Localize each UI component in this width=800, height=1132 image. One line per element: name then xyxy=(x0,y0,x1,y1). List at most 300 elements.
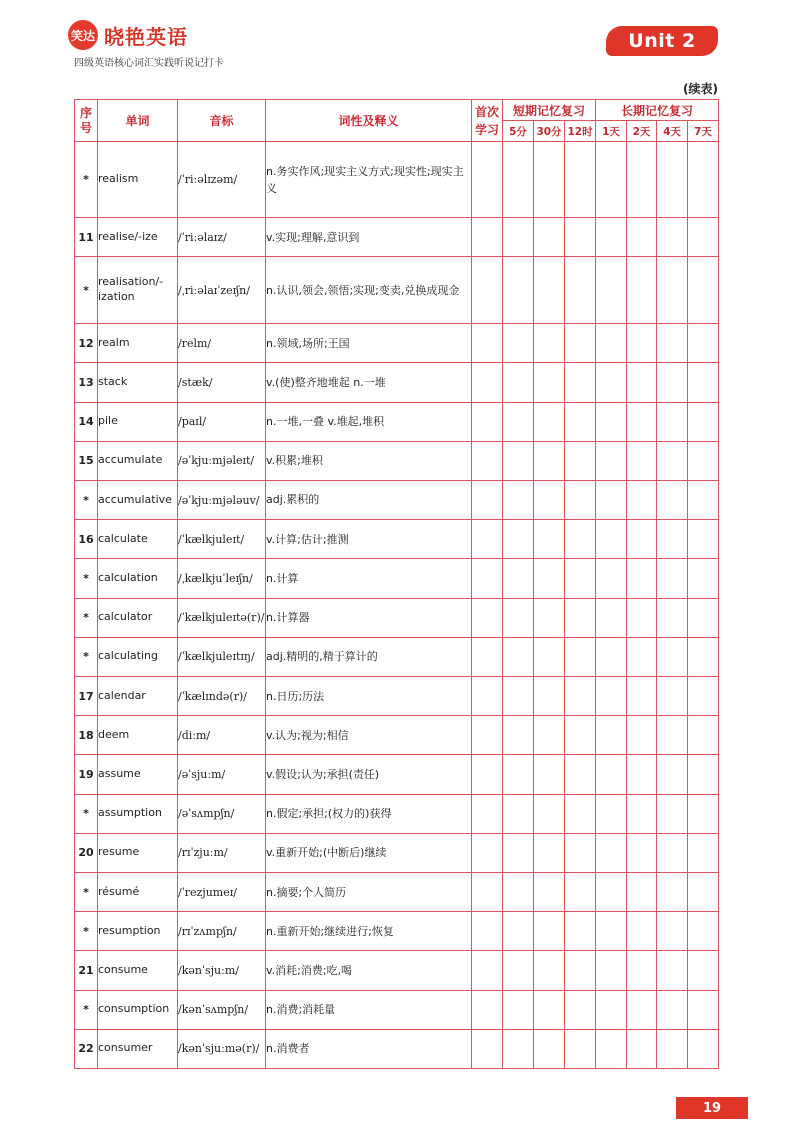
row-definition: adj.累积的 xyxy=(266,480,472,519)
checkbox-cell-review-30min[interactable] xyxy=(534,441,565,480)
checkbox-cell-review-7day[interactable] xyxy=(688,598,719,637)
checkbox-cell-review-2day[interactable] xyxy=(627,912,657,951)
checkbox-cell-review-4day[interactable] xyxy=(657,363,688,402)
checkbox-cell-review-4day[interactable] xyxy=(657,637,688,676)
checkbox-cell-review-1day[interactable] xyxy=(596,755,627,794)
checkbox-cell-review-1day[interactable] xyxy=(596,833,627,872)
checkbox-cell-review-7day[interactable] xyxy=(688,676,719,715)
checkbox-cell-review-12h[interactable] xyxy=(565,363,596,402)
checkbox-cell-review-30min[interactable] xyxy=(534,142,565,218)
row-number: 11 xyxy=(75,218,98,257)
checkbox-cell-review-1day[interactable] xyxy=(596,218,627,257)
checkbox-cell-review-7day[interactable] xyxy=(688,480,719,519)
row-number: 13 xyxy=(75,363,98,402)
checkbox-cell-review-30min[interactable] xyxy=(534,794,565,833)
table-row xyxy=(75,598,719,637)
checkbox-cell-review-4day[interactable] xyxy=(657,402,688,441)
row-number: * xyxy=(75,480,98,519)
checkbox-cell-review-4day[interactable] xyxy=(657,520,688,559)
checkbox-cell-review-5min[interactable] xyxy=(503,833,534,872)
checkbox-cell-first-study[interactable] xyxy=(472,872,503,911)
row-phonetic: /rɪˈzjuːm/ xyxy=(178,833,266,872)
checkbox-cell-review-1day[interactable] xyxy=(596,480,627,519)
checkbox-cell-review-1day[interactable] xyxy=(596,142,627,218)
checkbox-cell-review-5min[interactable] xyxy=(503,794,534,833)
row-definition: n.消费者 xyxy=(266,1029,472,1068)
continued-label: (续表) xyxy=(683,82,718,96)
checkbox-cell-first-study[interactable] xyxy=(472,912,503,951)
row-definition: n.假定;承担;(权力的)获得 xyxy=(266,794,472,833)
checkbox-cell-review-12h[interactable] xyxy=(565,324,596,363)
checkbox-cell-review-5min[interactable] xyxy=(503,142,534,218)
row-definition: v.消耗;消费;吃,喝 xyxy=(266,951,472,990)
table-row xyxy=(75,402,719,441)
checkbox-cell-review-2day[interactable] xyxy=(627,142,657,218)
header-short-30min: 30分 xyxy=(534,121,565,142)
checkbox-cell-review-7day[interactable] xyxy=(688,363,719,402)
checkbox-cell-review-1day[interactable] xyxy=(596,559,627,598)
checkbox-cell-review-5min[interactable] xyxy=(503,755,534,794)
row-word: résumé xyxy=(98,872,178,911)
checkbox-cell-review-1day[interactable] xyxy=(596,441,627,480)
checkbox-cell-review-2day[interactable] xyxy=(627,598,657,637)
row-definition: n.领域,场所;王国 xyxy=(266,324,472,363)
checkbox-cell-review-12h[interactable] xyxy=(565,480,596,519)
row-definition: adj.精明的,精于算计的 xyxy=(266,637,472,676)
row-word: assume xyxy=(98,755,178,794)
checkbox-cell-first-study[interactable] xyxy=(472,951,503,990)
checkbox-cell-review-4day[interactable] xyxy=(657,794,688,833)
checkbox-cell-review-2day[interactable] xyxy=(627,218,657,257)
checkbox-cell-review-2day[interactable] xyxy=(627,363,657,402)
checkbox-cell-first-study[interactable] xyxy=(472,1029,503,1068)
row-word: accumulative xyxy=(98,480,178,519)
checkbox-cell-review-4day[interactable] xyxy=(657,912,688,951)
table-row xyxy=(75,833,719,872)
row-word: consumer xyxy=(98,1029,178,1068)
checkbox-cell-first-study[interactable] xyxy=(472,833,503,872)
checkbox-cell-review-12h[interactable] xyxy=(565,990,596,1029)
row-number: 16 xyxy=(75,520,98,559)
checkbox-cell-review-2day[interactable] xyxy=(627,872,657,911)
header-short-12h: 12时 xyxy=(565,121,596,142)
checkbox-cell-review-4day[interactable] xyxy=(657,559,688,598)
row-phonetic: /relm/ xyxy=(178,324,266,363)
checkbox-cell-review-7day[interactable] xyxy=(688,637,719,676)
row-number: * xyxy=(75,637,98,676)
row-phonetic: /ˈkælɪndə(r)/ xyxy=(178,676,266,715)
checkbox-cell-review-5min[interactable] xyxy=(503,716,534,755)
table-row xyxy=(75,951,719,990)
checkbox-cell-review-30min[interactable] xyxy=(534,912,565,951)
row-phonetic: /kənˈsjuːmə(r)/ xyxy=(178,1029,266,1068)
checkbox-cell-review-7day[interactable] xyxy=(688,324,719,363)
checkbox-cell-review-7day[interactable] xyxy=(688,794,719,833)
checkbox-cell-review-7day[interactable] xyxy=(688,441,719,480)
row-definition: n.摘要;个人简历 xyxy=(266,872,472,911)
checkbox-cell-first-study[interactable] xyxy=(472,559,503,598)
checkbox-cell-review-30min[interactable] xyxy=(534,363,565,402)
row-phonetic: /əˈsjuːm/ xyxy=(178,755,266,794)
checkbox-cell-first-study[interactable] xyxy=(472,520,503,559)
checkbox-cell-review-12h[interactable] xyxy=(565,755,596,794)
row-number: 14 xyxy=(75,402,98,441)
checkbox-cell-review-7day[interactable] xyxy=(688,142,719,218)
checkbox-cell-first-study[interactable] xyxy=(472,794,503,833)
checkbox-cell-review-7day[interactable] xyxy=(688,218,719,257)
checkbox-cell-review-2day[interactable] xyxy=(627,951,657,990)
checkbox-cell-first-study[interactable] xyxy=(472,598,503,637)
table-row xyxy=(75,363,719,402)
header-definition: 词性及释义 xyxy=(266,100,472,142)
checkbox-cell-review-2day[interactable] xyxy=(627,257,657,324)
checkbox-cell-review-4day[interactable] xyxy=(657,142,688,218)
row-number: 18 xyxy=(75,716,98,755)
table-row xyxy=(75,520,719,559)
checkbox-cell-review-12h[interactable] xyxy=(565,441,596,480)
row-word: resumption xyxy=(98,912,178,951)
header-first-study: 首次学习 xyxy=(472,100,503,142)
checkbox-cell-review-5min[interactable] xyxy=(503,676,534,715)
checkbox-cell-review-2day[interactable] xyxy=(627,402,657,441)
checkbox-cell-review-5min[interactable] xyxy=(503,598,534,637)
checkbox-cell-review-1day[interactable] xyxy=(596,676,627,715)
row-phonetic: /rɪˈzʌmpʃn/ xyxy=(178,912,266,951)
row-word: assumption xyxy=(98,794,178,833)
row-definition: v.认为;视为;相信 xyxy=(266,716,472,755)
checkbox-cell-review-7day[interactable] xyxy=(688,520,719,559)
checkbox-cell-review-2day[interactable] xyxy=(627,324,657,363)
row-phonetic: /ˈkælkjuleɪtɪŋ/ xyxy=(178,637,266,676)
checkbox-cell-review-12h[interactable] xyxy=(565,402,596,441)
checkbox-cell-review-12h[interactable] xyxy=(565,833,596,872)
checkbox-cell-review-30min[interactable] xyxy=(534,559,565,598)
row-number: 12 xyxy=(75,324,98,363)
row-number: * xyxy=(75,559,98,598)
checkbox-cell-review-2day[interactable] xyxy=(627,676,657,715)
checkbox-cell-first-study[interactable] xyxy=(472,402,503,441)
row-definition: v.重新开始;(中断后)继续 xyxy=(266,833,472,872)
checkbox-cell-review-5min[interactable] xyxy=(503,218,534,257)
header-long-1day: 1天 xyxy=(596,121,627,142)
row-number: * xyxy=(75,257,98,324)
row-word: calculating xyxy=(98,637,178,676)
checkbox-cell-review-5min[interactable] xyxy=(503,402,534,441)
checkbox-cell-review-5min[interactable] xyxy=(503,872,534,911)
row-phonetic: /stæk/ xyxy=(178,363,266,402)
table-row xyxy=(75,912,719,951)
checkbox-cell-review-7day[interactable] xyxy=(688,1029,719,1068)
header-row-top xyxy=(75,100,719,121)
row-word: accumulate xyxy=(98,441,178,480)
row-phonetic: /ˌkælkjuˈleɪʃn/ xyxy=(178,559,266,598)
checkbox-cell-review-7day[interactable] xyxy=(688,402,719,441)
checkbox-cell-first-study[interactable] xyxy=(472,716,503,755)
checkbox-cell-first-study[interactable] xyxy=(472,218,503,257)
checkbox-cell-review-7day[interactable] xyxy=(688,990,719,1029)
row-number: * xyxy=(75,990,98,1029)
row-definition: v.(使)整齐地堆起 n.一堆 xyxy=(266,363,472,402)
checkbox-cell-review-12h[interactable] xyxy=(565,912,596,951)
row-word: realism xyxy=(98,142,178,218)
checkbox-cell-review-2day[interactable] xyxy=(627,441,657,480)
row-phonetic: /ˈriːəlaɪz/ xyxy=(178,218,266,257)
checkbox-cell-review-4day[interactable] xyxy=(657,598,688,637)
header-short-5min: 5分 xyxy=(503,121,534,142)
checkbox-cell-review-1day[interactable] xyxy=(596,637,627,676)
checkbox-cell-review-30min[interactable] xyxy=(534,480,565,519)
checkbox-cell-review-30min[interactable] xyxy=(534,1029,565,1068)
checkbox-cell-review-5min[interactable] xyxy=(503,441,534,480)
checkbox-cell-review-5min[interactable] xyxy=(503,324,534,363)
checkbox-cell-first-study[interactable] xyxy=(472,637,503,676)
checkbox-cell-review-12h[interactable] xyxy=(565,794,596,833)
table-row xyxy=(75,441,719,480)
row-definition: n.日历;历法 xyxy=(266,676,472,715)
table-row xyxy=(75,755,719,794)
checkbox-cell-review-7day[interactable] xyxy=(688,912,719,951)
checkbox-cell-review-5min[interactable] xyxy=(503,912,534,951)
checkbox-cell-review-30min[interactable] xyxy=(534,990,565,1029)
checkbox-cell-review-7day[interactable] xyxy=(688,951,719,990)
row-word: deem xyxy=(98,716,178,755)
checkbox-cell-first-study[interactable] xyxy=(472,142,503,218)
checkbox-cell-review-4day[interactable] xyxy=(657,716,688,755)
checkbox-cell-review-30min[interactable] xyxy=(534,402,565,441)
checkbox-cell-review-7day[interactable] xyxy=(688,833,719,872)
checkbox-cell-review-12h[interactable] xyxy=(565,676,596,715)
table-row xyxy=(75,559,719,598)
row-word: calculate xyxy=(98,520,178,559)
checkbox-cell-review-2day[interactable] xyxy=(627,794,657,833)
row-word: realm xyxy=(98,324,178,363)
checkbox-cell-review-1day[interactable] xyxy=(596,363,627,402)
row-phonetic: /kənˈsʌmpʃn/ xyxy=(178,990,266,1029)
checkbox-cell-review-1day[interactable] xyxy=(596,257,627,324)
table-row xyxy=(75,1029,719,1068)
row-definition: v.积累;堆积 xyxy=(266,441,472,480)
checkbox-cell-review-5min[interactable] xyxy=(503,990,534,1029)
row-phonetic: /paɪl/ xyxy=(178,402,266,441)
checkbox-cell-review-1day[interactable] xyxy=(596,402,627,441)
row-number: * xyxy=(75,794,98,833)
row-number: 15 xyxy=(75,441,98,480)
row-number: * xyxy=(75,872,98,911)
checkbox-cell-review-30min[interactable] xyxy=(534,520,565,559)
row-definition: n.认识,领会,领悟;实现;变卖,兑换成现金 xyxy=(266,257,472,324)
vocabulary-table xyxy=(74,99,719,1069)
checkbox-cell-review-30min[interactable] xyxy=(534,598,565,637)
checkbox-cell-first-study[interactable] xyxy=(472,441,503,480)
checkbox-cell-review-30min[interactable] xyxy=(534,833,565,872)
row-word: realise/-ize xyxy=(98,218,178,257)
checkbox-cell-first-study[interactable] xyxy=(472,324,503,363)
checkbox-cell-review-5min[interactable] xyxy=(503,257,534,324)
checkbox-cell-first-study[interactable] xyxy=(472,755,503,794)
checkbox-cell-review-2day[interactable] xyxy=(627,480,657,519)
row-phonetic: /diːm/ xyxy=(178,716,266,755)
row-phonetic: /əˈkjuːmjələuv/ xyxy=(178,480,266,519)
row-number: * xyxy=(75,598,98,637)
checkbox-cell-review-1day[interactable] xyxy=(596,912,627,951)
row-number: * xyxy=(75,912,98,951)
table-row xyxy=(75,324,719,363)
row-phonetic: /əˈkjuːmjəleɪt/ xyxy=(178,441,266,480)
checkbox-cell-review-12h[interactable] xyxy=(565,142,596,218)
checkbox-cell-review-30min[interactable] xyxy=(534,716,565,755)
checkbox-cell-review-4day[interactable] xyxy=(657,755,688,794)
checkbox-cell-review-1day[interactable] xyxy=(596,1029,627,1068)
checkbox-cell-review-2day[interactable] xyxy=(627,1029,657,1068)
checkbox-cell-review-2day[interactable] xyxy=(627,520,657,559)
logo-badge-icon: 笑达 xyxy=(68,20,98,50)
checkbox-cell-review-12h[interactable] xyxy=(565,951,596,990)
row-number: 20 xyxy=(75,833,98,872)
checkbox-cell-review-30min[interactable] xyxy=(534,755,565,794)
checkbox-cell-review-5min[interactable] xyxy=(503,951,534,990)
header-word: 单词 xyxy=(98,100,178,142)
checkbox-cell-review-7day[interactable] xyxy=(688,872,719,911)
row-definition: n.一堆,一叠 v.堆起,堆积 xyxy=(266,402,472,441)
checkbox-cell-first-study[interactable] xyxy=(472,676,503,715)
checkbox-cell-first-study[interactable] xyxy=(472,257,503,324)
row-number: 22 xyxy=(75,1029,98,1068)
table-row xyxy=(75,872,719,911)
row-word: resume xyxy=(98,833,178,872)
table-row xyxy=(75,990,719,1029)
row-definition: v.实现;理解,意识到 xyxy=(266,218,472,257)
checkbox-cell-first-study[interactable] xyxy=(472,990,503,1029)
header-short-term-review: 短期记忆复习 xyxy=(503,100,596,121)
checkbox-cell-review-7day[interactable] xyxy=(688,716,719,755)
checkbox-cell-review-30min[interactable] xyxy=(534,637,565,676)
row-phonetic: /ˈkælkjuleɪtə(r)/ xyxy=(178,598,266,637)
checkbox-cell-review-2day[interactable] xyxy=(627,755,657,794)
row-word: calculator xyxy=(98,598,178,637)
checkbox-cell-review-4day[interactable] xyxy=(657,833,688,872)
row-number: 17 xyxy=(75,676,98,715)
checkbox-cell-review-30min[interactable] xyxy=(534,218,565,257)
table-row xyxy=(75,480,719,519)
checkbox-cell-review-1day[interactable] xyxy=(596,716,627,755)
row-number: 21 xyxy=(75,951,98,990)
row-definition: n.消费;消耗量 xyxy=(266,990,472,1029)
checkbox-cell-review-12h[interactable] xyxy=(565,257,596,324)
checkbox-cell-review-1day[interactable] xyxy=(596,951,627,990)
checkbox-cell-first-study[interactable] xyxy=(472,363,503,402)
checkbox-cell-review-30min[interactable] xyxy=(534,872,565,911)
checkbox-cell-review-12h[interactable] xyxy=(565,716,596,755)
row-definition: n.计算 xyxy=(266,559,472,598)
row-definition: v.假设;认为;承担(责任) xyxy=(266,755,472,794)
row-phonetic: /ˈrezjumeɪ/ xyxy=(178,872,266,911)
checkbox-cell-review-1day[interactable] xyxy=(596,324,627,363)
row-word: stack xyxy=(98,363,178,402)
checkbox-cell-first-study[interactable] xyxy=(472,480,503,519)
header-long-2day: 2天 xyxy=(627,121,657,142)
checkbox-cell-review-4day[interactable] xyxy=(657,441,688,480)
checkbox-cell-review-12h[interactable] xyxy=(565,1029,596,1068)
checkbox-cell-review-1day[interactable] xyxy=(596,794,627,833)
logo-text: 晓艳英语 xyxy=(104,24,188,49)
checkbox-cell-review-5min[interactable] xyxy=(503,1029,534,1068)
checkbox-cell-review-1day[interactable] xyxy=(596,520,627,559)
header-long-term-review: 长期记忆复习 xyxy=(596,100,719,121)
checkbox-cell-review-30min[interactable] xyxy=(534,257,565,324)
checkbox-cell-review-4day[interactable] xyxy=(657,1029,688,1068)
checkbox-cell-review-5min[interactable] xyxy=(503,637,534,676)
row-word: consume xyxy=(98,951,178,990)
checkbox-cell-review-4day[interactable] xyxy=(657,872,688,911)
checkbox-cell-review-30min[interactable] xyxy=(534,324,565,363)
header-long-4day: 4天 xyxy=(657,121,688,142)
table-row xyxy=(75,676,719,715)
row-word: calendar xyxy=(98,676,178,715)
checkbox-cell-review-2day[interactable] xyxy=(627,990,657,1029)
brand-logo xyxy=(68,20,188,50)
checkbox-cell-review-12h[interactable] xyxy=(565,520,596,559)
table-row xyxy=(75,257,719,324)
checkbox-cell-review-2day[interactable] xyxy=(627,716,657,755)
checkbox-cell-review-2day[interactable] xyxy=(627,559,657,598)
checkbox-cell-review-5min[interactable] xyxy=(503,480,534,519)
checkbox-cell-review-12h[interactable] xyxy=(565,872,596,911)
checkbox-cell-review-1day[interactable] xyxy=(596,598,627,637)
checkbox-cell-review-30min[interactable] xyxy=(534,951,565,990)
checkbox-cell-review-5min[interactable] xyxy=(503,559,534,598)
checkbox-cell-review-7day[interactable] xyxy=(688,257,719,324)
row-phonetic: /ˈriːəlɪzəm/ xyxy=(178,142,266,218)
unit-badge: Unit 2 xyxy=(606,26,718,56)
row-number: 19 xyxy=(75,755,98,794)
checkbox-cell-review-4day[interactable] xyxy=(657,324,688,363)
row-definition: n.计算器 xyxy=(266,598,472,637)
checkbox-cell-review-30min[interactable] xyxy=(534,676,565,715)
checkbox-cell-review-2day[interactable] xyxy=(627,637,657,676)
row-definition: n.重新开始;继续进行;恢复 xyxy=(266,912,472,951)
checkbox-cell-review-2day[interactable] xyxy=(627,833,657,872)
table-row xyxy=(75,794,719,833)
checkbox-cell-review-4day[interactable] xyxy=(657,218,688,257)
table-row xyxy=(75,218,719,257)
row-phonetic: /ˌriːəlaɪˈzeɪʃn/ xyxy=(178,257,266,324)
table-row xyxy=(75,637,719,676)
checkbox-cell-review-7day[interactable] xyxy=(688,755,719,794)
checkbox-cell-review-1day[interactable] xyxy=(596,872,627,911)
checkbox-cell-review-7day[interactable] xyxy=(688,559,719,598)
header-num: 序号 xyxy=(75,100,98,142)
checkbox-cell-review-5min[interactable] xyxy=(503,363,534,402)
row-phonetic: /kənˈsjuːm/ xyxy=(178,951,266,990)
row-word: pile xyxy=(98,402,178,441)
checkbox-cell-review-12h[interactable] xyxy=(565,218,596,257)
checkbox-cell-review-12h[interactable] xyxy=(565,559,596,598)
row-definition: n.务实作风;现实主义方式;现实性;现实主义 xyxy=(266,142,472,218)
page-number: 19 xyxy=(676,1097,748,1119)
checkbox-cell-review-5min[interactable] xyxy=(503,520,534,559)
row-definition: v.计算;估计;推测 xyxy=(266,520,472,559)
checkbox-cell-review-12h[interactable] xyxy=(565,637,596,676)
checkbox-cell-review-4day[interactable] xyxy=(657,951,688,990)
checkbox-cell-review-1day[interactable] xyxy=(596,990,627,1029)
checkbox-cell-review-4day[interactable] xyxy=(657,480,688,519)
checkbox-cell-review-4day[interactable] xyxy=(657,990,688,1029)
checkbox-cell-review-4day[interactable] xyxy=(657,676,688,715)
checkbox-cell-review-12h[interactable] xyxy=(565,598,596,637)
row-number: * xyxy=(75,142,98,218)
header-long-7day: 7天 xyxy=(688,121,719,142)
checkbox-cell-review-4day[interactable] xyxy=(657,257,688,324)
